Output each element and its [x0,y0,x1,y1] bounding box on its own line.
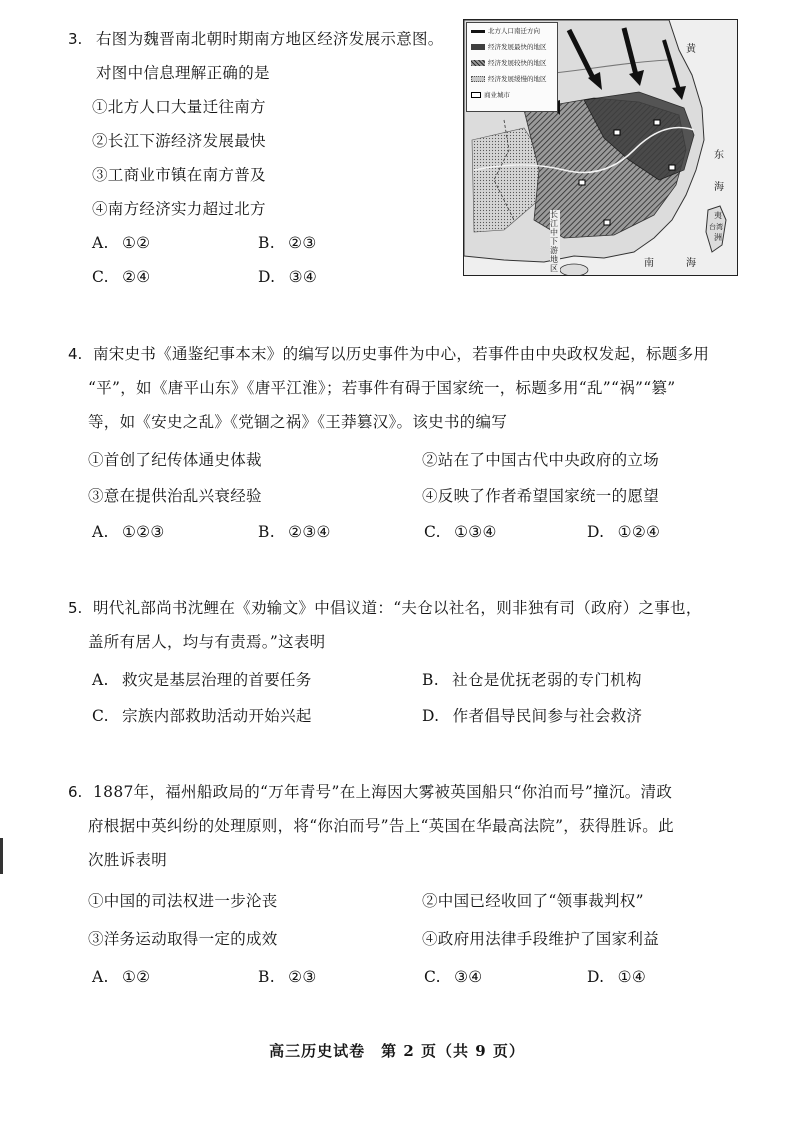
economic-development-map [463,19,738,276]
q6-stem-line-1: 1887年，福州船政局的“万年青号”在上海因大雾被英国船只“你泊而号”撞沉。清政 [93,783,673,801]
map-label-east-sea-2: 海 [714,182,724,193]
q3-stem-line-1: 右图为魏晋南北朝时期南方地区经济发展示意图。 [96,30,444,48]
q5-option-a[interactable] [92,670,312,690]
q4-option-c[interactable] [424,522,497,542]
q4-option-d-letter: D. [587,523,605,541]
legend-slow-swatch [471,76,485,82]
q5-option-c-letter: C. [92,707,109,725]
legend-arrow-icon [471,30,485,33]
q3-number: 3. [68,30,83,48]
legend-text-city: 商业城市 [484,91,510,99]
q4-stem-line-1: 南宋史书《通鉴纪事本末》的编写以历史事件为中心，若事件由中央政权发起，标题多用 [93,345,710,363]
q3-option-c[interactable] [92,267,150,287]
legend-text-fastest: 经济发展最快的地区 [488,43,547,51]
q6-number: 6. [68,783,83,801]
q4-statement-3: ③意在提供治乱兴衰经验 [88,487,262,505]
q3-option-d-letter: D. [258,268,276,286]
q6-option-b-text: ②③ [288,968,317,986]
legend-faster-swatch [471,60,485,66]
q4-stem-line-3: 等，如《安史之乱》《党锢之祸》《王莽篡汉》。该史书的编写 [88,413,508,431]
city-marker-3 [579,180,585,185]
q4-option-c-text: ①③④ [454,523,497,541]
q3-stem-line-2: 对图中信息理解正确的是 [96,64,270,82]
legend-text-faster: 经济发展较快的地区 [488,59,547,67]
q4-statement-1: ①首创了纪传体通史体裁 [88,451,262,469]
q4-option-b-text: ②③④ [288,523,331,541]
map-label-east-sea-1: 东 [714,150,724,161]
q4-option-c-letter: C. [424,523,441,541]
q3-option-a[interactable] [92,233,150,253]
legend-text-migration: 北方人口南迁方向 [488,27,540,35]
q4-option-b-letter: B. [258,523,275,541]
q4-option-a-letter: A. [92,523,109,541]
q4-statement-4: ④反映了作者希望国家统一的愿望 [422,487,660,505]
q5-number: 5. [68,599,83,617]
map-legend [466,22,558,112]
q6-option-a[interactable] [92,967,150,987]
q6-statement-4: ④政府用法律手段维护了国家利益 [422,930,660,948]
city-marker-4 [669,165,675,170]
q3-option-c-letter: C. [92,268,109,286]
q5-option-a-letter: A. [92,671,109,689]
map-label-south-sea-1: 南 [644,258,654,269]
q6-stem-line-2: 府根据中英纠纷的处理原则，将“你泊而号”告上“英国在华最高法院”，获得胜诉。此 [88,817,674,835]
q5-option-b-text: 社仓是优抚老弱的专门机构 [452,671,642,689]
legend-item-city [471,91,510,99]
q5-option-c[interactable] [92,706,312,726]
hainan-island [560,264,588,275]
q3-option-c-text: ②④ [122,268,151,286]
city-marker-2 [654,120,660,125]
city-marker-1 [614,130,620,135]
q5-option-b[interactable] [422,670,642,690]
q3-statement-3: ③工商业市镇在南方普及 [92,166,266,184]
q4-option-b[interactable] [258,522,331,542]
q6-statement-2: ②中国已经收回了“领事裁判权” [422,892,644,910]
q3-option-d[interactable] [258,267,317,287]
q6-option-b-letter: B. [258,968,275,986]
q6-option-c-letter: C. [424,968,441,986]
q3-option-a-letter: A. [92,234,109,252]
q6-option-c[interactable] [424,967,482,987]
q6-option-b[interactable] [258,967,317,987]
map-label-taiwan-1: 夷 [714,211,722,220]
q4-option-d-text: ①②④ [617,523,661,541]
city-marker-5 [604,220,610,225]
q3-statement-1: ①北方人口大量迁往南方 [92,98,266,116]
q3-option-d-text: ③④ [288,268,318,286]
q6-option-a-text: ①② [121,968,151,986]
q5-stem-line-1: 明代礼部尚书沈鲤在《劝输文》中倡议道：“夫仓以社名，则非独有司（政府）之事也， [93,599,702,617]
q5-option-c-text: 宗族内部救助活动开始兴起 [122,707,312,725]
legend-city-icon [471,92,481,98]
q5-option-d-letter: D. [422,707,440,725]
q3-option-b-letter: B. [258,234,275,252]
map-label-taiwan-3: 洲 [714,233,722,242]
q3-statement-2: ②长江下游经济发展最快 [92,132,266,150]
q5-option-d-text: 作者倡导民间参与社会救济 [452,707,643,725]
q4-stem-line-2: “平”，如《唐平山东》《唐平江淮》；若事件有碍于国家统一，标题多用“乱”“祸”“篡” [88,379,676,397]
q4-statement-2: ②站在了中国古代中央政府的立场 [422,451,660,469]
page-footer: 高三历史试卷 第 2 页（共 9 页） [269,1042,525,1060]
q3-statement-4: ④南方经济实力超过北方 [92,200,266,218]
q5-option-d[interactable] [422,706,642,726]
q6-statement-3: ③洋务运动取得一定的成效 [88,930,278,948]
q6-option-d-letter: D. [587,968,605,986]
q6-option-c-text: ③④ [454,968,483,986]
q6-option-d[interactable] [587,967,646,987]
q6-stem-line-3: 次胜诉表明 [88,851,168,869]
map-label-yellow-sea: 黄 [686,44,696,55]
q6-statement-1: ①中国的司法权进一步沦丧 [88,892,278,910]
legend-text-slow: 经济发展缓慢的地区 [488,75,547,83]
q4-option-a-text: ①②③ [121,523,165,541]
q3-option-a-text: ①② [121,234,151,252]
q4-option-a[interactable] [92,522,165,542]
q3-option-b-text: ②③ [288,234,317,252]
map-label-taiwan-2: 台湾 [709,223,723,231]
map-label-south-sea-2: 海 [686,258,696,269]
q4-option-d[interactable] [587,522,660,542]
q6-option-a-letter: A. [92,968,109,986]
q5-option-a-text: 救灾是基层治理的首要任务 [121,671,312,689]
legend-fastest-swatch [471,44,485,50]
q5-stem-line-2: 盖所有居人，均与有责焉。”这表明 [88,633,326,651]
q3-option-b[interactable] [258,233,317,253]
legend-item-faster [471,59,547,67]
legend-item-migration [471,27,540,35]
legend-item-slow [471,75,547,83]
scan-edge-mark [0,838,3,874]
q4-number: 4. [68,345,83,363]
q6-option-d-text: ①④ [617,968,647,986]
map-label-region-side: 长江中下游地区 [550,210,558,273]
q5-option-b-letter: B. [422,671,439,689]
legend-item-fastest [471,43,547,51]
